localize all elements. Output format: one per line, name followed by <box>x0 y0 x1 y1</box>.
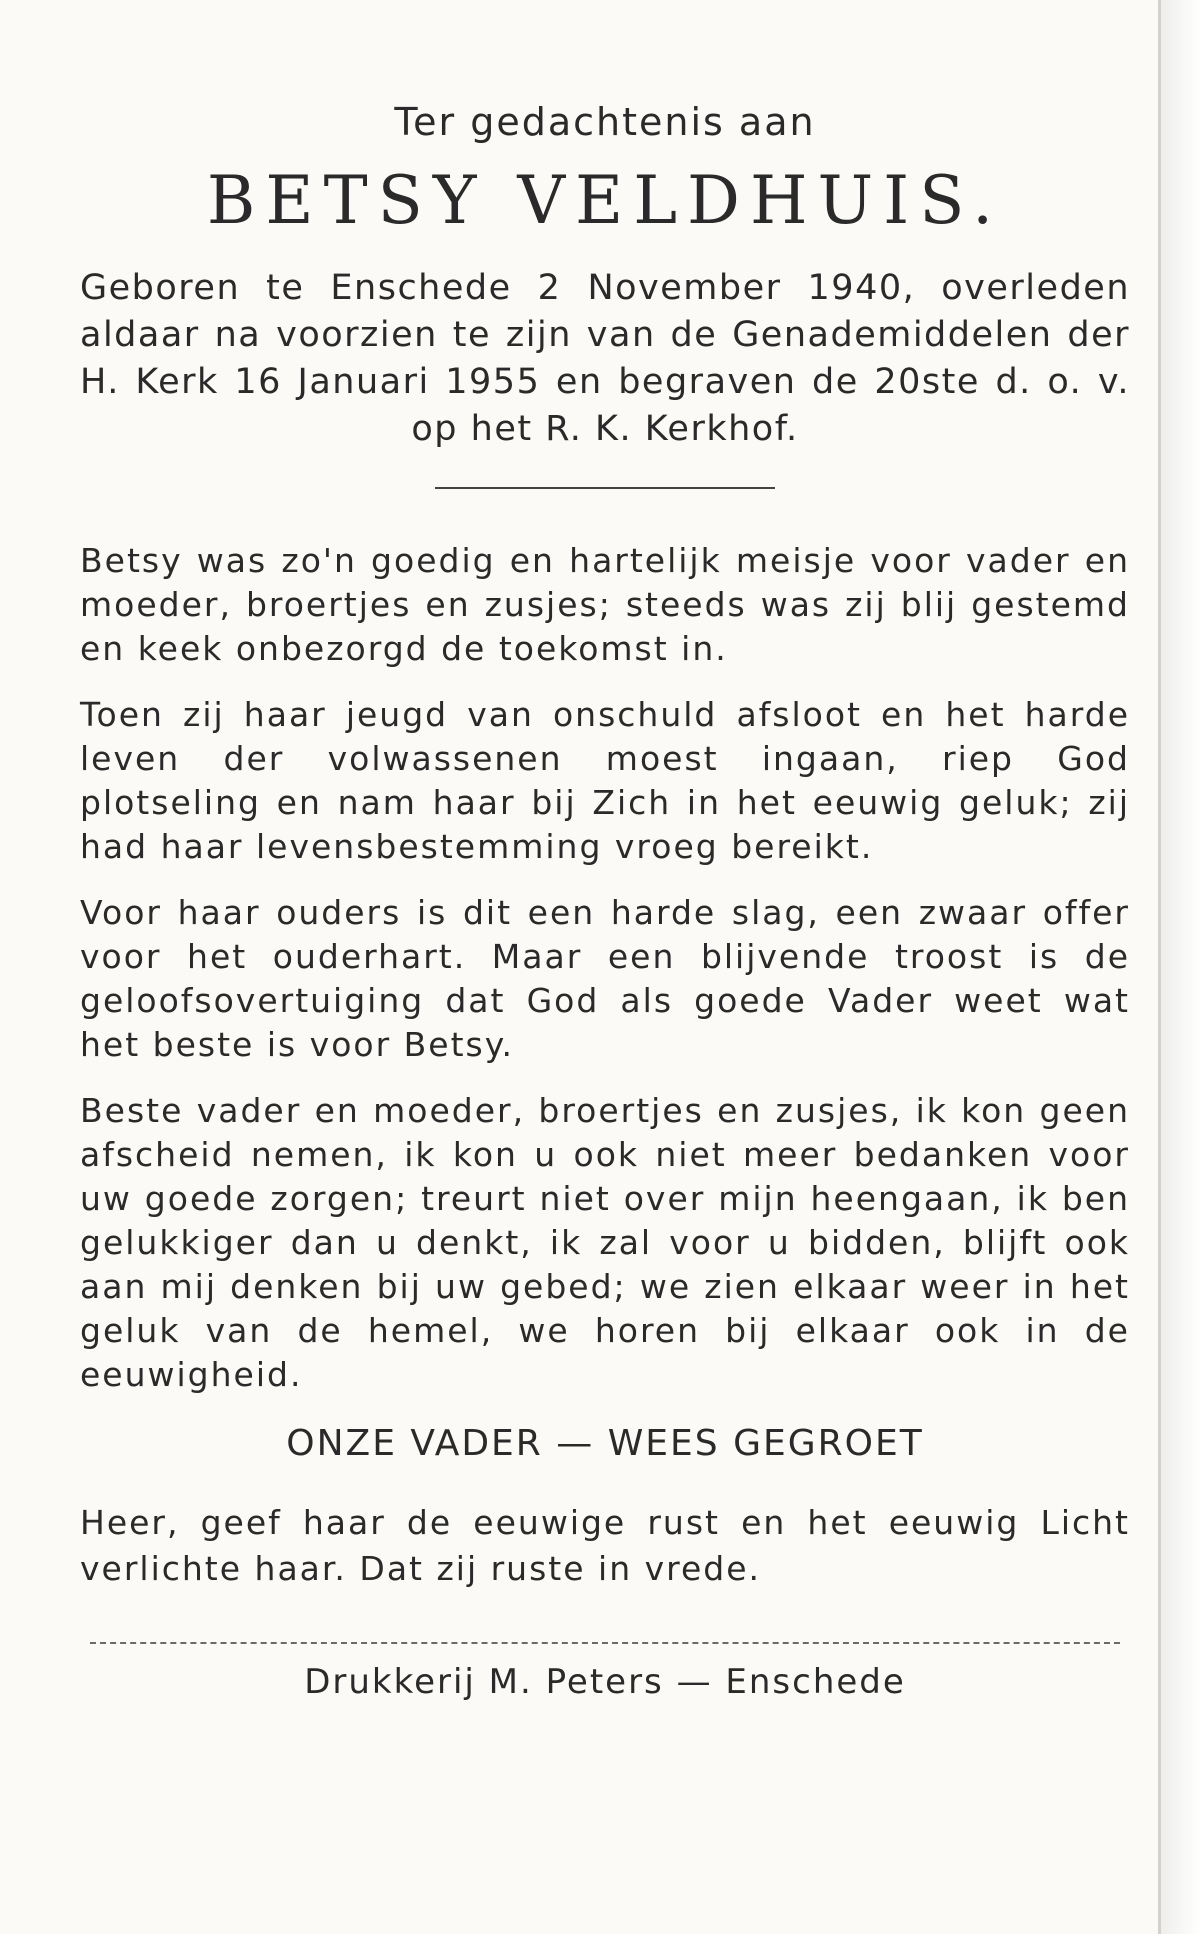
card-content <box>80 100 1130 1702</box>
card-edge-shadow <box>1161 0 1200 1934</box>
closing-prayer: Heer, geef haar de eeuwige rust en het eeuwig Licht verlichte haar. Dat zij ruste in vrede. <box>80 1503 1130 1588</box>
paragraph-4: Beste vader en moeder, broertjes en zusjes, ik kon geen afscheid nemen, ik kon u ook niet meer bedanken voor uw goede zorgen; treurt niet over mijn heengaan, ik ben gelukkiger dan u denkt, ik zal voor u bidden, blijft ook aan mij denken bij uw gebed; we zien elkaar weer in het geluk van de hemel, we horen bij elkaar ook in de eeuwigheid. <box>80 1091 1130 1394</box>
long-divider <box>90 1642 1120 1644</box>
paragraph-3: Voor haar ouders is dit een harde slag, een zwaar offer voor het ouderhart. Maar een blijvende troost is de geloofsovertuiging dat God als goede Vader weet wat het beste is voor Betsy. <box>80 893 1130 1064</box>
deceased-name: BETSY VELDHUIS. <box>206 162 1004 239</box>
intro-line: Ter gedachtenis aan <box>394 100 816 144</box>
paragraph-2: Toen zij haar jeugd van onschuld afsloot en het harde leven der volwassenen moest ingaan, riep God plotseling en nam haar bij Zich in het eeuwig geluk; zij had haar levensbestemming vroeg bereikt. <box>80 695 1130 866</box>
short-divider <box>435 487 775 489</box>
prayers-line: ONZE VADER — WEES GEGROET <box>286 1423 924 1464</box>
printer-credit: Drukkerij M. Peters — Enschede <box>304 1662 906 1702</box>
biography: Geboren te Enschede 2 November 1940, overleden aldaar na voorzien te zijn van de Genademiddelen der H. Kerk 16 Januari 1955 en begraven de 20ste d. o. v. op het R. K. Kerkhof. <box>80 268 1130 449</box>
paragraph-1: Betsy was zo'n goedig en hartelijk meisje voor vader en moeder, broertjes en zusjes; steeds was zij blij gestemd en keek onbezorgd de toekomst in. <box>80 541 1130 668</box>
